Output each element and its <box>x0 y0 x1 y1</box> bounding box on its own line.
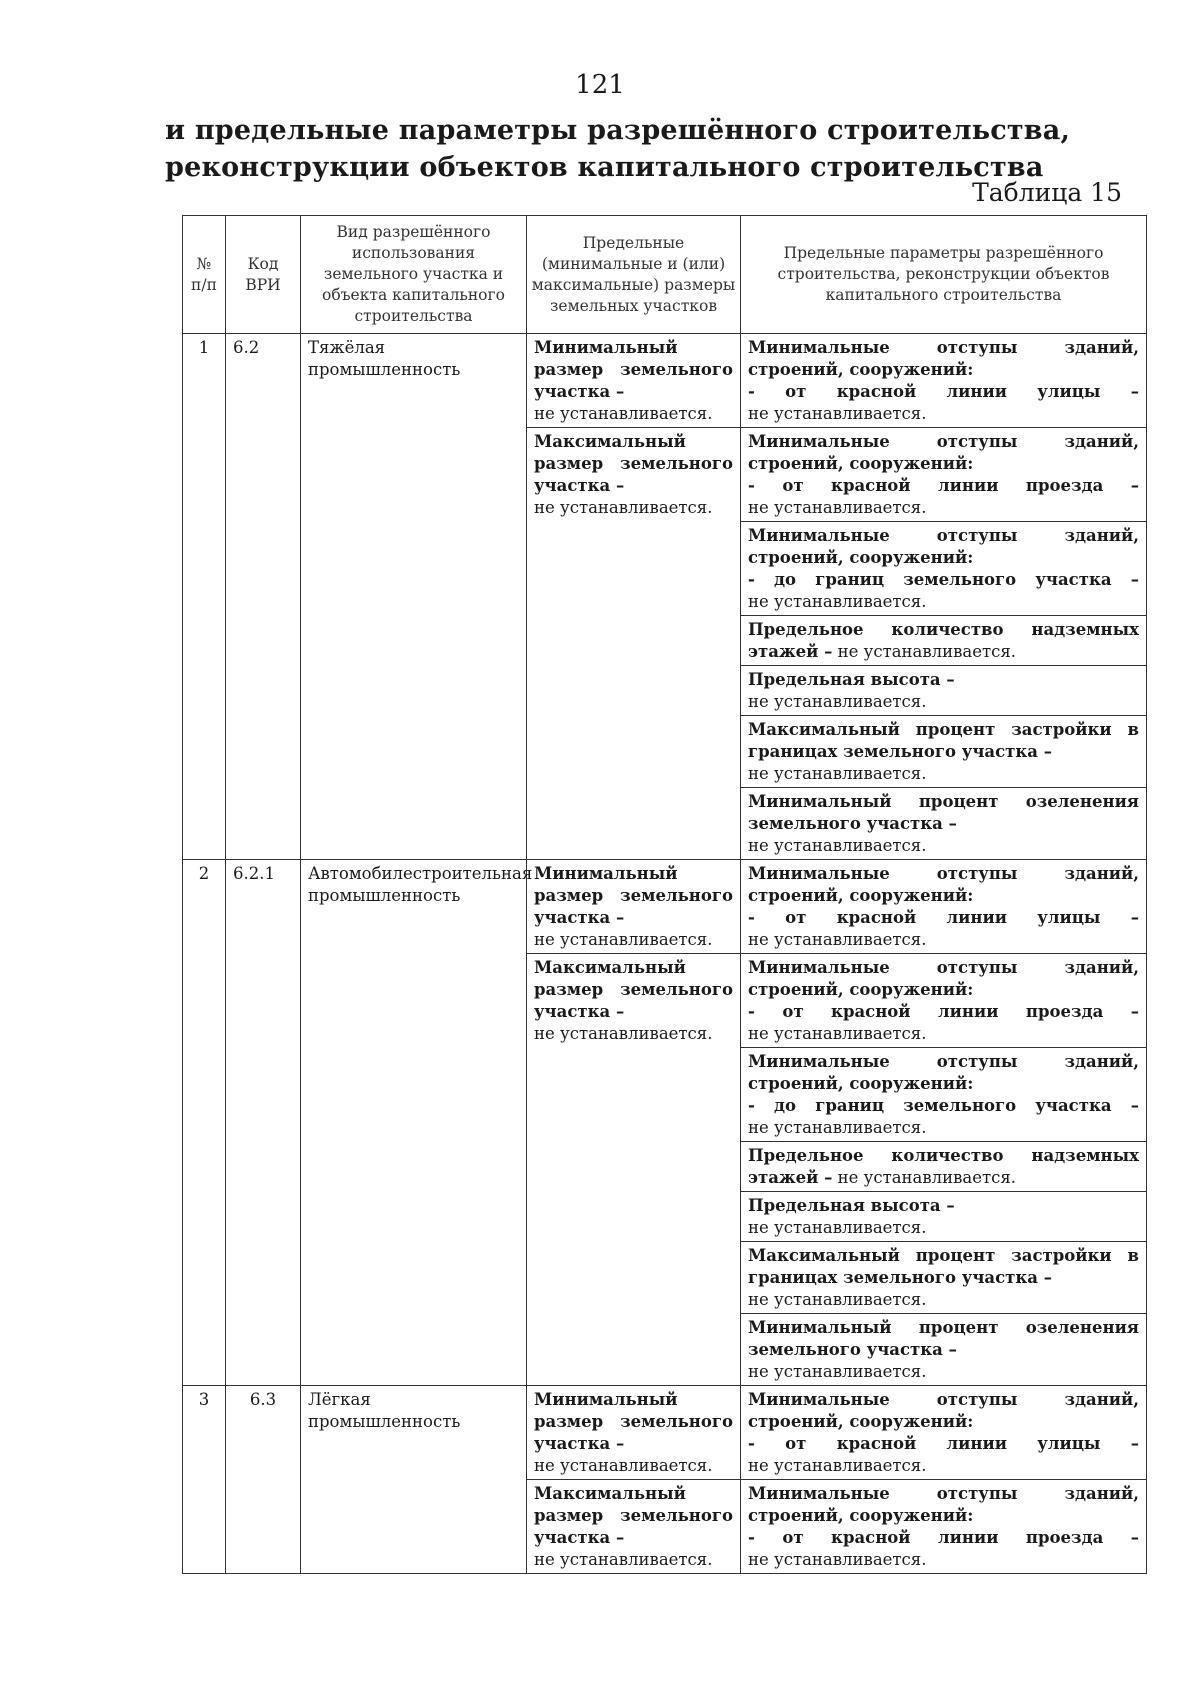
row-number: 3 <box>183 1386 226 1574</box>
param-street-label: - от красной линии улицы – <box>748 382 1139 401</box>
param-height-label: Предельная высота – <box>748 1196 955 1215</box>
table-row <box>183 1386 1147 1480</box>
table-row <box>183 860 1147 954</box>
param-value: не устанавливается. <box>748 1362 927 1381</box>
plot-max-title: Максимальный размер земельного участка – <box>534 1484 733 1547</box>
param-height <box>741 666 1147 716</box>
row-use-type: Лёгкая промышленность <box>301 1386 527 1574</box>
plot-min-cell <box>527 860 741 954</box>
param-indent-driveway <box>741 954 1147 1048</box>
param-build-pct <box>741 716 1147 788</box>
table-label: Таблица 15 <box>972 178 1122 207</box>
param-green-pct <box>741 1314 1147 1386</box>
param-value: не устанавливается. <box>748 1118 927 1137</box>
row-code: 6.2.1 <box>226 860 301 1386</box>
param-indent-driveway <box>741 428 1147 522</box>
param-driveway-label: - от красной линии проезда – <box>748 1528 1139 1547</box>
param-value: не устанавливается. <box>748 836 927 855</box>
param-green-pct <box>741 788 1147 860</box>
param-indent-driveway <box>741 1480 1147 1574</box>
param-boundary-label: - до границ земельного участка – <box>748 570 1139 589</box>
param-build-pct <box>741 1242 1147 1314</box>
param-indent-title: Минимальные отступы зданий, строений, сооружений: <box>748 1052 1139 1093</box>
header-params: Предельные параметры разрешённого строительства, реконструкции объектов капитального строительства <box>741 216 1147 334</box>
param-street-label: - от красной линии улицы – <box>748 908 1139 927</box>
param-indent-street <box>741 1386 1147 1480</box>
plot-min-value: не устанавливается. <box>534 404 713 423</box>
param-green-pct-label: Минимальный процент озеленения земельного участка – <box>748 792 1139 833</box>
row-code: 6.3 <box>226 1386 301 1574</box>
plot-max-cell <box>527 1480 741 1574</box>
plot-min-title: Минимальный размер земельного участка – <box>534 1390 733 1453</box>
param-street-label: - от красной линии улицы – <box>748 1434 1139 1453</box>
param-value: не устанавливается. <box>748 498 927 517</box>
plot-min-value: не устанавливается. <box>534 930 713 949</box>
param-height-label: Предельная высота – <box>748 670 955 689</box>
row-use-type: Тяжёлая промышленность <box>301 334 527 860</box>
param-driveway-label: - от красной линии проезда – <box>748 1002 1139 1021</box>
param-indent-title: Минимальные отступы зданий, строений, сооружений: <box>748 1484 1139 1525</box>
param-value: не устанавливается. <box>748 930 927 949</box>
param-indent-boundary <box>741 522 1147 616</box>
section-heading: и предельные параметры разрешённого строительства, реконструкции объектов капитального строительства <box>165 115 1071 183</box>
param-indent-title: Минимальные отступы зданий, строений, сооружений: <box>748 1390 1139 1431</box>
param-height <box>741 1192 1147 1242</box>
param-value: не устанавливается. <box>748 1456 927 1475</box>
param-value: не устанавливается. <box>748 692 927 711</box>
table-header-row <box>183 216 1147 334</box>
header-plot-size: Предельные (минимальные и (или) максимальные) размеры земельных участков <box>527 216 741 334</box>
param-indent-boundary <box>741 1048 1147 1142</box>
plot-max-cell <box>527 428 741 860</box>
param-indent-street <box>741 334 1147 428</box>
param-green-pct-label: Минимальный процент озеленения земельного участка – <box>748 1318 1139 1359</box>
row-number: 2 <box>183 860 226 1386</box>
table-body <box>183 334 1147 1574</box>
row-number: 1 <box>183 334 226 860</box>
param-value: не устанавливается. <box>748 1218 927 1237</box>
param-boundary-label: - до границ земельного участка – <box>748 1096 1139 1115</box>
param-value: не устанавливается. <box>837 642 1017 661</box>
param-value: не устанавливается. <box>748 1550 927 1569</box>
param-value: не устанавливается. <box>748 1024 927 1043</box>
plot-min-title: Минимальный размер земельного участка – <box>534 338 733 401</box>
page-number: 121 <box>575 70 625 100</box>
param-value: не устанавливается. <box>837 1168 1017 1187</box>
param-floors-label: Предельное количество надземных этажей – <box>748 1146 1139 1187</box>
plot-max-title: Максимальный размер земельного участка – <box>534 958 733 1021</box>
plot-max-cell <box>527 954 741 1386</box>
param-build-pct-label: Максимальный процент застройки в границах земельного участка – <box>748 720 1139 761</box>
row-code: 6.2 <box>226 334 301 860</box>
param-floors-label: Предельное количество надземных этажей – <box>748 620 1139 661</box>
plot-min-title: Минимальный размер земельного участка – <box>534 864 733 927</box>
param-indent-title: Минимальные отступы зданий, строений, сооружений: <box>748 338 1139 379</box>
param-indent-title: Минимальные отступы зданий, строений, сооружений: <box>748 958 1139 999</box>
param-indent-title: Минимальные отступы зданий, строений, сооружений: <box>748 432 1139 473</box>
plot-max-value: не устанавливается. <box>534 1550 713 1569</box>
param-value: не устанавливается. <box>748 592 927 611</box>
param-floors <box>741 1142 1147 1192</box>
row-use-type: Автомобилестроительная промышленность <box>301 860 527 1386</box>
header-use: Вид разрешённого использования земельного участка и объекта капитального строительства <box>301 216 527 334</box>
param-floors <box>741 616 1147 666</box>
param-build-pct-label: Максимальный процент застройки в границах земельного участка – <box>748 1246 1139 1287</box>
plot-max-value: не устанавливается. <box>534 498 713 517</box>
table-row <box>183 334 1147 428</box>
param-indent-title: Минимальные отступы зданий, строений, сооружений: <box>748 526 1139 567</box>
plot-max-title: Максимальный размер земельного участка – <box>534 432 733 495</box>
param-driveway-label: - от красной линии проезда – <box>748 476 1139 495</box>
param-indent-street <box>741 860 1147 954</box>
plot-min-cell <box>527 334 741 428</box>
param-value: не устанавливается. <box>748 1290 927 1309</box>
header-num: № п/п <box>183 216 226 334</box>
regulations-table <box>182 215 1147 1574</box>
param-value: не устанавливается. <box>748 404 927 423</box>
header-code: Код ВРИ <box>226 216 301 334</box>
plot-max-value: не устанавливается. <box>534 1024 713 1043</box>
param-value: не устанавливается. <box>748 764 927 783</box>
plot-min-value: не устанавливается. <box>534 1456 713 1475</box>
param-indent-title: Минимальные отступы зданий, строений, сооружений: <box>748 864 1139 905</box>
plot-min-cell <box>527 1386 741 1480</box>
